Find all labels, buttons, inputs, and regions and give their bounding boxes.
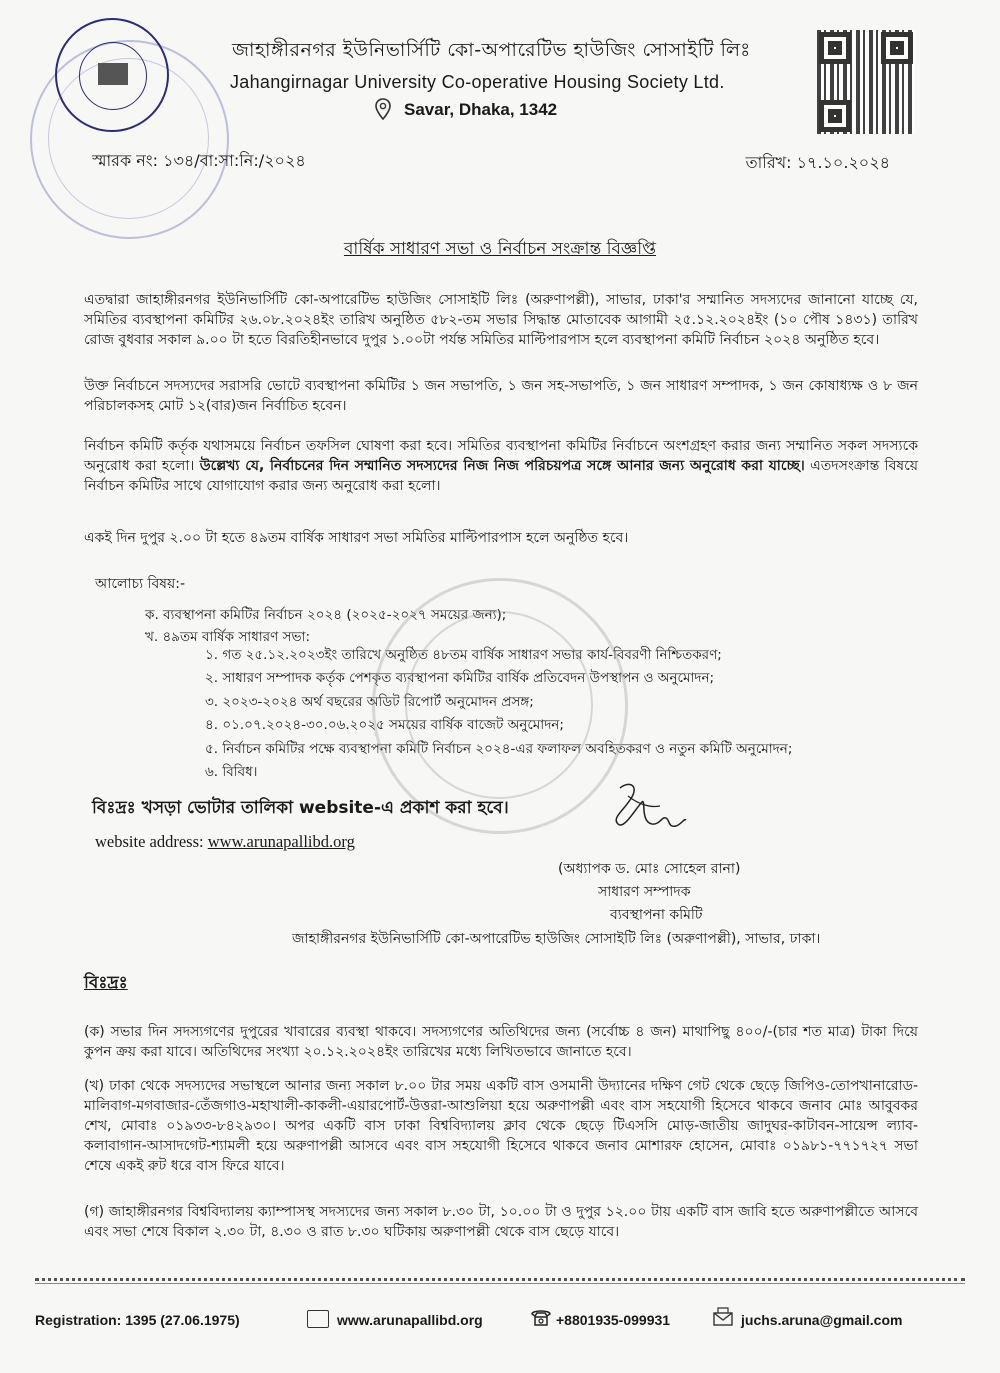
agm-sub-item: ৬. বিবিধ। [205,763,258,780]
agenda-label: আলোচ্য বিষয়:- [95,576,186,592]
agm-sub-item: ১. গত ২৫.১২.২০২৩ইং তারিখে অনুষ্ঠিত ৪৮তম বার্ষিক সাধারণ সভার কার্য-বিবরণী নিশ্চিতকরণ; [205,647,722,663]
logo-inner-ring [79,42,147,110]
signatory-organization: জাহাঙ্গীরনগর ইউনিভার্সিটি কো-অপারেটিভ হাউজিং সোসাইটি লিঃ (অরুণাপল্লী), সাভার, ঢাকা। [292,931,821,947]
society-address: Savar, Dhaka, 1342 [404,100,558,119]
handwritten-signature [600,778,690,838]
contact-text: এতদসংক্রান্ত বিষয়ে নির্বাচন কমিটির সাথে যোগাযোগ করার জন্য অনুরোধ করা হলো। [84,458,918,494]
agm-sub-item: ২. সাধারণ সম্পাদক কর্তৃক পেশকৃত ব্যবস্থাপনা কমিটির বার্ষিক প্রতিবেদন উপস্থাপন ও অনুমোদন; [205,670,715,687]
web-icon [307,1310,329,1328]
agenda-item-a: ক. ব্যবস্থাপনা কমিটির নির্বাচন ২০২৪ (২০২৫-২০২৭ সময়ের জন্য); [145,607,507,623]
paragraph-agm-announcement: একই দিন দুপুর ২.০০ টা হতে ৪৯তম বার্ষিক সাধারণ সভা সমিতির মাল্টিপারপাস হলে অনুষ্ঠিত হবে। [84,530,629,546]
org-name-english: Jahangirnagar University Co-operative Housing Society Ltd. [230,72,725,92]
agm-sub-item: ৩. ২০২৩-২০২৪ অর্থ বছরের অডিট রিপোর্ট অনুমোদন প্রসঙ্গ; [205,693,534,710]
signatory-title: সাধারণ সম্পাদক [598,884,691,900]
seal-inner-ring [405,611,593,799]
notice-title: বার্ষিক সাধারণ সভা ও নির্বাচন সংক্রান্ত বিজ্ঞপ্তি [343,239,657,259]
society-logo [55,18,169,132]
qr-corner-marker [819,100,851,132]
ps-note-campus-bus: (গ) জাহাঙ্গীরনগর বিশ্ববিদ্যালয় ক্যাম্পাসস্থ সদস্যদের জন্য সকাল ৮.৩০ টা, ১০.০০ টা ও দুপুর ১২.০০ টায় একটি বাস জাবি হতে অরুণাপল্লীতে আসবে এবং সভা শেষে বিকাল ২.৩০ টা, ৪.৩০ ও রাত ৮.৩০ ঘটিকায় অরুণাপল্লী থেকে বাস ছেড়ে যাবে। [84,1204,918,1240]
ps-heading: বিঃদ্রঃ [84,973,128,993]
paragraph-election-announcement: এতদ্বারা জাহাঙ্গীরনগর ইউনিভার্সিটি কো-অপারেটিভ হাউজিং সোসাইটি লিঃ (অরুণাপল্লী), সাভার, ঢাকা'র সম্মানিত সদস্যদের জানানো যাচ্ছে যে, সমিতির ব্যবস্থাপনা কমিটির ২৬.০৮.২০২৪ইং তারিখ অনুষ্ঠিত ৫৮২-তম সভার সিদ্ধান্ত মোতাবেক আগামী ২৫.১২.২০২৪ইং (১০ পৌষ ১৪৩১) তারিখ রোজ বুধবার সকাল ৯.০০ টা হতে বিরতিহীনভাবে দুপুর ১.০০টা পর্যন্ত সমিতির মাল্টিপারপাস হলে ব্যবস্থাপনা কমিটি নির্বাচন ২০২৪ অনুষ্ঠিত হবে। [84,292,918,348]
paragraph-election-positions: উক্ত নির্বাচনে সদস্যদের সরাসরি ভোটে ব্যবস্থাপনা কমিটির ১ জন সভাপতি, ১ জন সহ-সভাপতি, ১ জন সাধারণ সম্পাদক, ১ জন কোষাধ্যক্ষ ও ৮ জন পরিচালকসহ মোট ১২(বার)জন নির্বাচিত হবেন। [84,378,918,414]
issue-date: তারিখ: ১৭.১০.২০২৪ [745,153,890,172]
paragraph-election-schedule [84,436,918,496]
website-label: website address: [95,832,208,851]
registration-number: Registration: 1395 (27.06.1975) [35,1312,240,1328]
qr-code [817,30,915,134]
footer-phone[interactable]: +8801935-099931 [556,1312,671,1328]
voter-list-notice: বিঃদ্রঃ খসড়া ভোটার তালিকা website-এ প্রকাশ করা হবে। [92,798,509,818]
phone-icon [530,1308,552,1326]
location-pin-icon [375,98,391,120]
website-link[interactable]: www.arunapallibd.org [207,832,355,851]
schedule-text: নির্বাচন কমিটি কর্তৃক যথাসময়ে নির্বাচন তফসিল ঘোষণা করা হবে। সমিতির ব্যবস্থাপনা কমিটির নির্বাচনে অংশগ্রহণ করার জন্য সম্মানিত সকল সদস্যকে অনুরোধ করা হলো। [84,438,918,474]
website-address-line [95,832,355,852]
footer-website-link[interactable]: www.arunapallibd.org [337,1312,483,1328]
footer-divider [35,1278,965,1281]
ps-note-dhaka-bus: (খ) ঢাকা থেকে সদস্যদের সভাস্থলে আনার জন্য সকাল ৮.০০ টার সময় একটি বাস ওসমানী উদ্যানের দক্ষিণ গেট থেকে ছেড়ে জিপিও-তোপখানারোড-মালিবাগ-মগবাজার-তেঁজগাও-মহাখালী-কাকলী-এয়ারপোর্ট-উত্তরা-আশুলিয়া হয়ে অরুণাপল্লী এবং বাস সহযোগী হিসেবে থাকবে জনাব মোঃ আবুবকর শেখ, মোবাঃ ০১৯৩৩-৮৪২৯৩০। অপর একটি বাস ঢাকা বিশ্ববিদ্যালয় ক্লাব থেকে ছেড়ে টিএসসি মোড়-জাতীয় জাদুঘর-কাটাবন-সায়েন্স ল্যাব-কলাবাগান-আসাদগেট-শ্যামলী হয়ে অরুণাপল্লী আসবে এবং বাস সহযোগী হিসেবে থাকবে জনাব মোশারফ হোসেন, মোবাঃ ০১৯৮১-৭৭১৭২৭ সভা শেষে একই রুট ধরে বাস ফিরে যাবে। [84,1078,918,1174]
agm-sub-item: ৫. নির্বাচন কমিটির পক্ষে ব্যবস্থাপনা কমিটি নির্বাচন ২০২৪-এর ফলাফল অবহিতকরণ ও নতুন কমিটি অনুমোদন; [205,740,793,757]
logo-house-graphic [98,63,128,85]
signatory-name: (অধ্যাপক ড. মোঃ সোহেল রানা) [558,861,741,877]
signatory-committee: ব্যবস্থাপনা কমিটি [610,907,703,923]
reference-number: স্মারক নং: ১৩৪/বা:সা:নি:/২০২৪ [92,151,306,170]
agenda-item-b: খ. ৪৯তম বার্ষিক সাধারণ সভা: [145,629,310,645]
id-card-notice: উল্লেখ্য যে, নির্বাচনের দিন সম্মানিত সদস্যদের নিজ নিজ পরিচয়পত্র সঙ্গে আনার জন্য অনুরোধ করা যাচ্ছে। [199,458,805,474]
ps-note-lunch: (ক) সভার দিন সদস্যগণের দুপুরের খাবারের ব্যবস্থা থাকবে। সদস্যগণের অতিথিদের জন্য (সর্বোচ্চ ৪ জন) মাথাপিছু ৪০০/-(চার শত মাত্র) টাকা দিয়ে কুপন ক্রয় করা যাবে। অতিথিদের সংখ্যা ২০.১২.২০২৪ইং তারিখের মধ্যে লিখিতভাবে জানাতে হবে। [84,1024,918,1060]
footer-divider-thin [35,1283,965,1284]
agm-sub-item: ৪. ০১.০৭.২০২৪-৩০.০৬.২০২৫ সময়ের বার্ষিক বাজেট অনুমোদন; [205,717,564,734]
footer-email[interactable]: juchs.aruna@gmail.com [741,1312,903,1328]
email-icon [712,1306,734,1326]
org-name-bangla: জাহাঙ্গীরনগর ইউনিভার্সিটি কো-অপারেটিভ হাউজিং সোসাইটি লিঃ [232,39,751,61]
